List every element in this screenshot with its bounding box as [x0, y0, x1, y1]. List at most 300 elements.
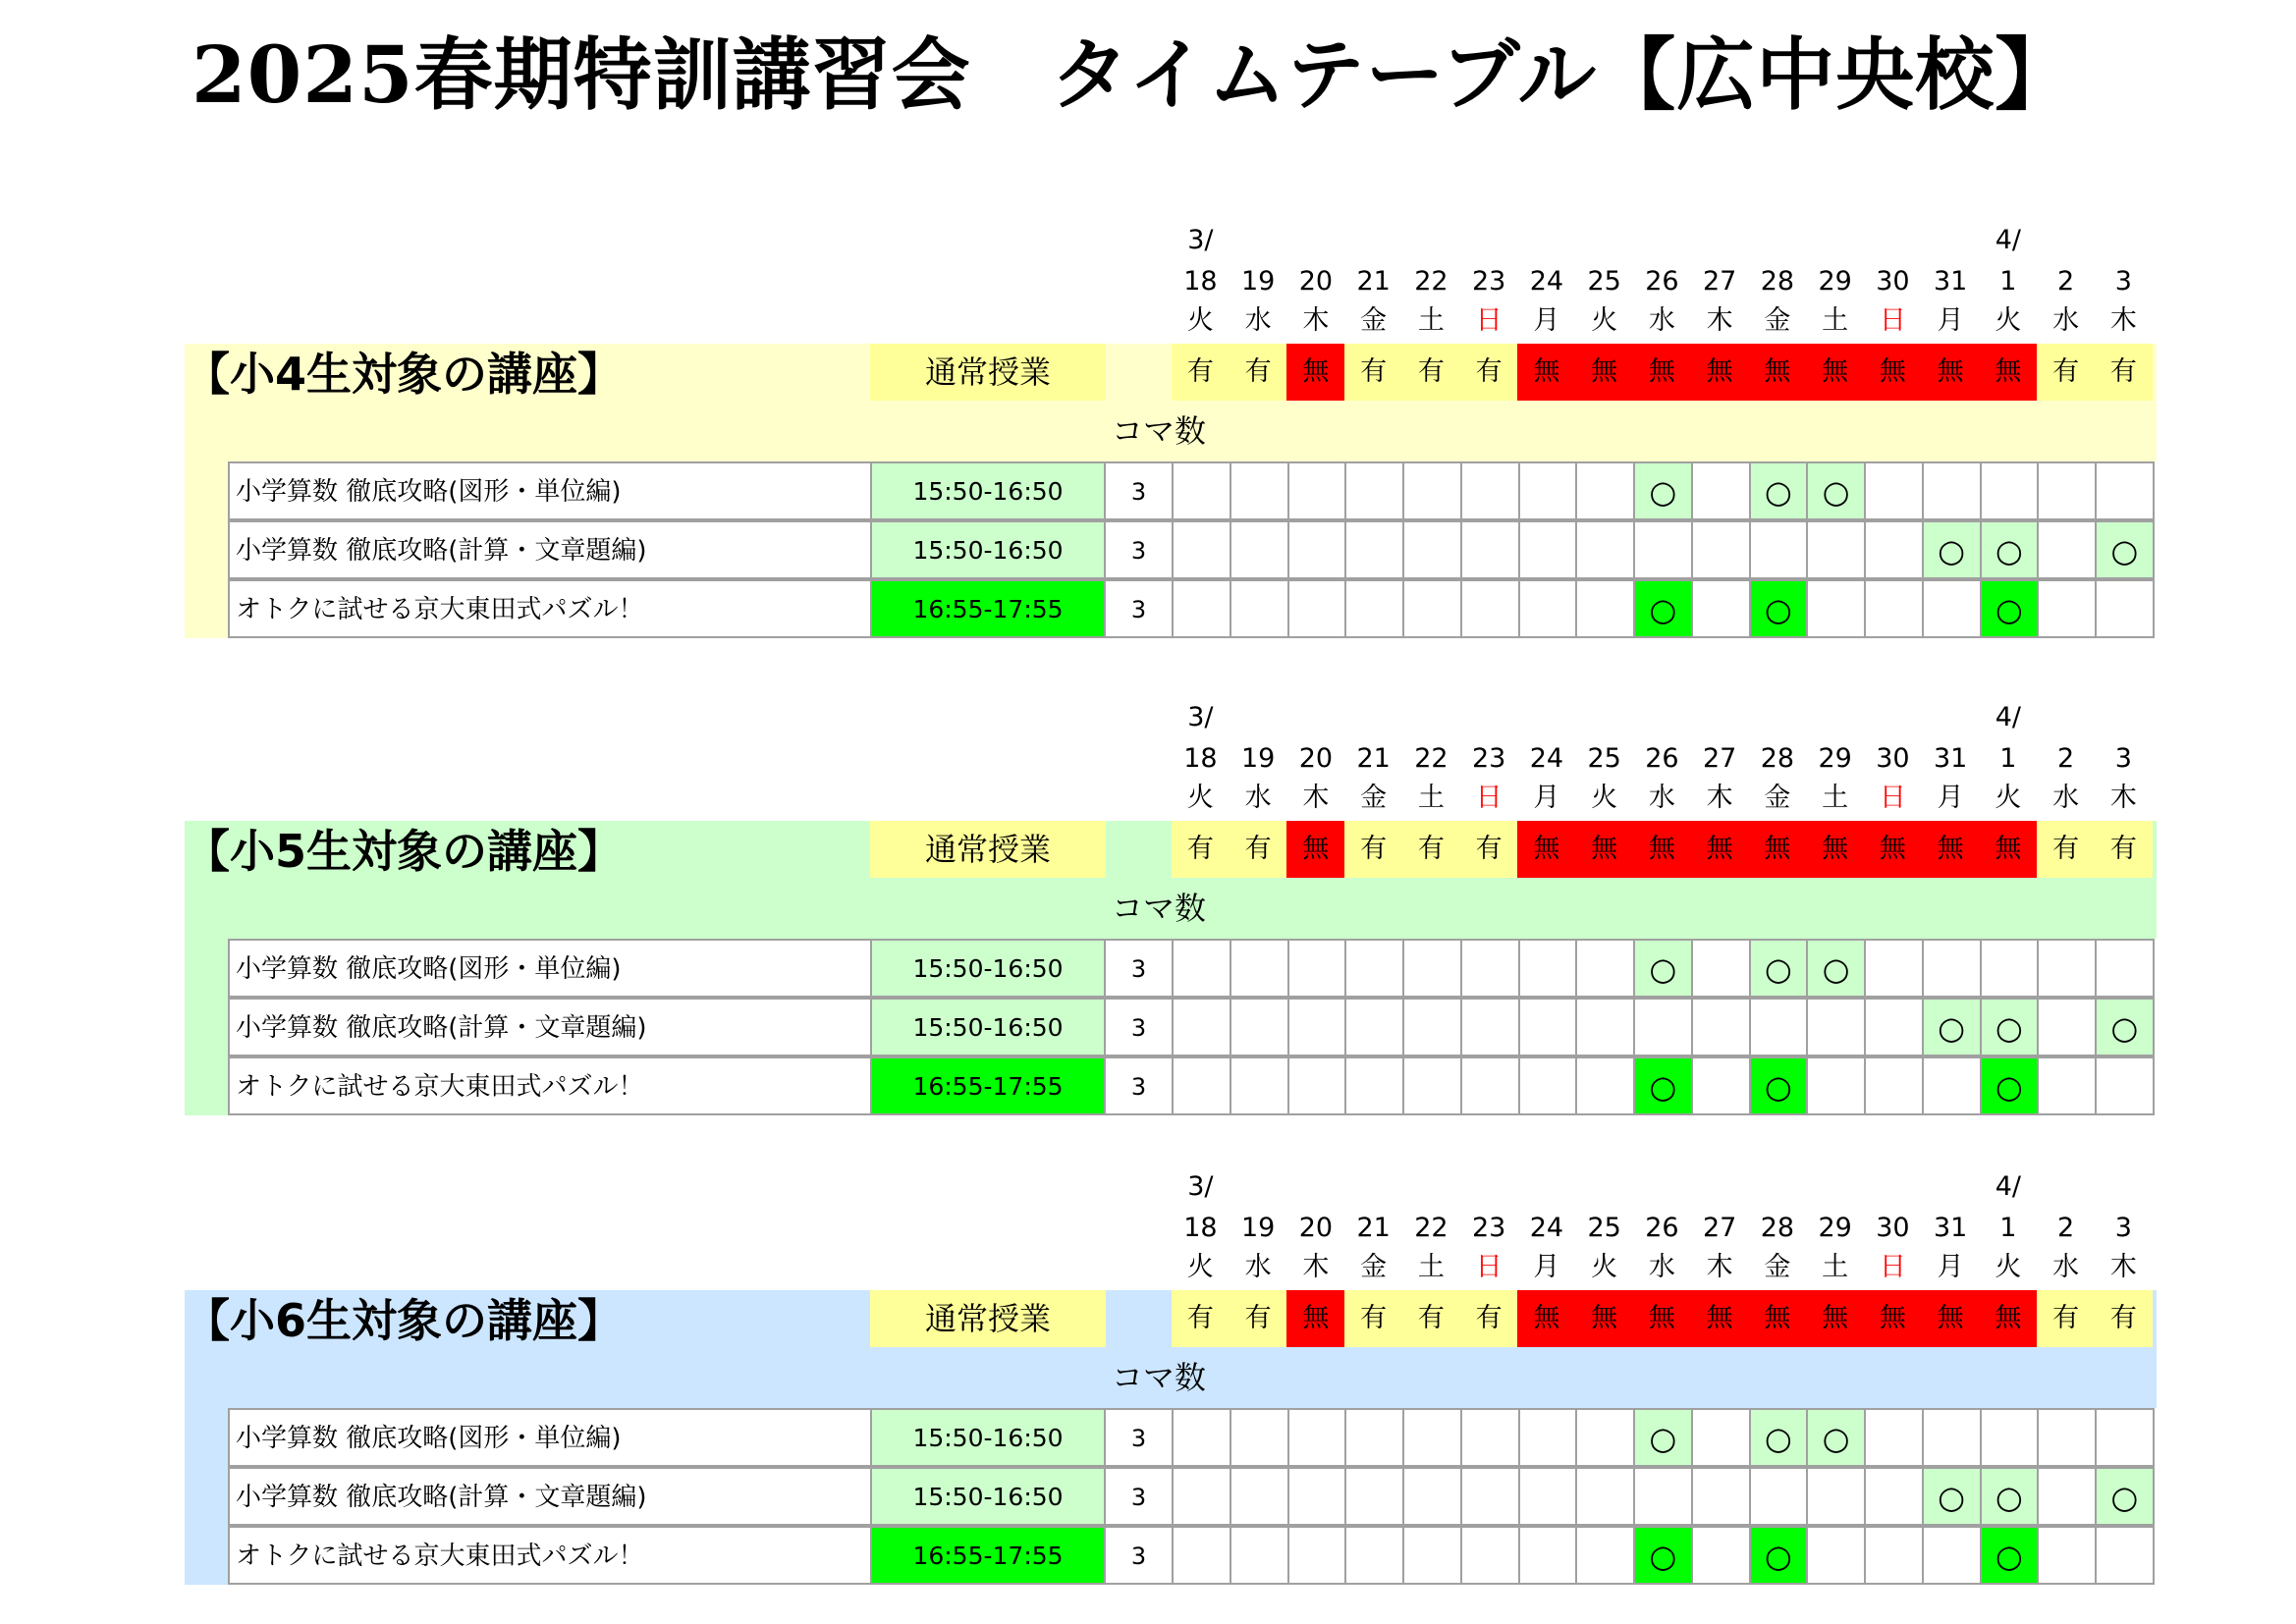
day-number: 19 [1240, 1213, 1276, 1243]
weekday-label: 月 [1937, 305, 1964, 336]
weekday-label: 土 [1417, 305, 1445, 336]
schedule-empty-cell [1633, 520, 1693, 579]
schedule-empty-cell [1575, 1408, 1635, 1467]
weekday-label: 水 [1244, 305, 1272, 336]
day-number: 3 [2114, 1213, 2132, 1243]
page-title: 2025春期特訓講習会 タイムテーブル【広中央校】 [191, 28, 2075, 121]
section-title: 【小6生対象の講座】 [185, 1294, 624, 1347]
schedule-empty-cell [1460, 998, 1520, 1056]
schedule-empty-cell [1864, 1467, 1924, 1526]
has-class-cell: 有 [2095, 821, 2154, 878]
no-class-cell: 無 [1748, 344, 1807, 401]
schedule-mark-cell: ○ [1922, 998, 1982, 1056]
schedule-empty-cell [1806, 1467, 1866, 1526]
schedule-empty-cell [1864, 998, 1924, 1056]
weekday-label: 水 [1244, 783, 1272, 813]
schedule-empty-cell [2095, 1056, 2155, 1115]
course-row [0, 939, 2296, 998]
weekday-label: 日 [1475, 305, 1503, 336]
schedule-empty-cell [1460, 461, 1520, 520]
schedule-empty-cell [1633, 1467, 1693, 1526]
schedule-empty-cell [1864, 939, 1924, 998]
schedule-empty-cell [1806, 1526, 1866, 1585]
has-class-cell: 有 [1344, 344, 1403, 401]
no-class-cell: 無 [1864, 1290, 1923, 1347]
schedule-empty-cell [1518, 1526, 1578, 1585]
schedule-empty-cell [1575, 1056, 1635, 1115]
weekday-label: 土 [1822, 783, 1849, 813]
weekday-label: 土 [1822, 1252, 1849, 1282]
weekday-label: 火 [1186, 305, 1214, 336]
koma-count: 3 [1104, 1056, 1174, 1115]
schedule-empty-cell [1518, 1056, 1578, 1115]
schedule-empty-cell [1691, 939, 1751, 998]
course-time: 15:50-16:50 [870, 520, 1106, 579]
no-class-cell: 無 [1921, 821, 1980, 878]
month-label-march: 3/ [1187, 1171, 1214, 1202]
schedule-mark-cell: ○ [1633, 1056, 1693, 1115]
koma-count: 3 [1104, 939, 1174, 998]
course-name: オトクに試せる京大東田式パズル！ [228, 1526, 872, 1585]
day-number: 25 [1587, 266, 1621, 297]
day-number: 27 [1702, 266, 1737, 297]
schedule-empty-cell [1172, 1408, 1231, 1467]
no-class-cell: 無 [1690, 1290, 1749, 1347]
has-class-cell: 有 [1172, 821, 1230, 878]
day-number: 25 [1587, 1213, 1621, 1243]
koma-count: 3 [1104, 998, 1174, 1056]
weekday-label: 金 [1764, 305, 1791, 336]
schedule-empty-cell [1864, 1056, 1924, 1115]
day-number: 1 [1999, 743, 2017, 774]
koma-count: 3 [1104, 1526, 1174, 1585]
schedule-empty-cell [1172, 998, 1231, 1056]
weekday-label: 木 [1706, 1252, 1733, 1282]
month-label-march: 3/ [1187, 225, 1214, 255]
schedule-empty-cell [1344, 579, 1404, 638]
schedule-empty-cell [1344, 1056, 1404, 1115]
schedule-empty-cell [1402, 520, 1462, 579]
day-number: 3 [2114, 266, 2132, 297]
schedule-empty-cell [1460, 1526, 1520, 1585]
weekday-label: 木 [1302, 783, 1330, 813]
schedule-empty-cell [1864, 1408, 1924, 1467]
schedule-empty-cell [1518, 579, 1578, 638]
schedule-empty-cell [1460, 1056, 1520, 1115]
month-label-april: 4/ [1995, 1171, 2022, 1202]
has-class-cell: 有 [2095, 1290, 2154, 1347]
schedule-mark-cell: ○ [1806, 939, 1866, 998]
no-class-cell: 無 [1806, 1290, 1865, 1347]
has-class-cell: 有 [1459, 1290, 1518, 1347]
course-time: 15:50-16:50 [870, 1467, 1106, 1526]
schedule-empty-cell [1460, 1467, 1520, 1526]
koma-count: 3 [1104, 579, 1174, 638]
schedule-empty-cell [1344, 998, 1404, 1056]
day-number: 19 [1240, 743, 1276, 774]
schedule-empty-cell [1230, 939, 1289, 998]
schedule-empty-cell [1806, 579, 1866, 638]
has-class-cell: 有 [1229, 344, 1287, 401]
weekday-label: 火 [1186, 1252, 1214, 1282]
weekday-label: 火 [1591, 305, 1618, 336]
schedule-empty-cell [1460, 520, 1520, 579]
has-class-cell: 有 [1172, 344, 1230, 401]
schedule-empty-cell [1344, 520, 1404, 579]
schedule-mark-cell: ○ [1749, 1408, 1809, 1467]
course-time: 15:50-16:50 [870, 939, 1106, 998]
no-class-cell: 無 [1286, 821, 1345, 878]
day-number: 2 [2057, 743, 2075, 774]
day-number: 19 [1240, 266, 1276, 297]
course-name: オトクに試せる京大東田式パズル！ [228, 579, 872, 638]
day-number: 21 [1356, 743, 1391, 774]
has-class-cell: 有 [1459, 344, 1518, 401]
weekday-label: 木 [2109, 1252, 2137, 1282]
weekday-label: 土 [1417, 783, 1445, 813]
schedule-empty-cell [2037, 939, 2097, 998]
has-class-cell: 有 [1229, 1290, 1287, 1347]
day-number: 29 [1818, 1213, 1852, 1243]
koma-count: 3 [1104, 520, 1174, 579]
course-section [0, 1167, 2296, 1590]
has-class-cell: 有 [2037, 1290, 2096, 1347]
day-number: 29 [1818, 266, 1852, 297]
weekday-label: 水 [1648, 305, 1675, 336]
schedule-empty-cell [1287, 1408, 1347, 1467]
weekday-label: 金 [1764, 783, 1791, 813]
schedule-empty-cell [1864, 1526, 1924, 1585]
weekday-label: 金 [1764, 1252, 1791, 1282]
section-title: 【小4生対象の講座】 [185, 348, 624, 401]
no-class-cell: 無 [1517, 821, 1576, 878]
no-class-cell: 無 [1286, 1290, 1345, 1347]
schedule-empty-cell [2095, 1408, 2155, 1467]
day-number: 2 [2057, 266, 2075, 297]
schedule-empty-cell [1922, 579, 1982, 638]
has-class-cell: 有 [2037, 344, 2096, 401]
schedule-empty-cell [1230, 998, 1289, 1056]
schedule-mark-cell: ○ [1980, 1526, 2040, 1585]
weekday-label: 水 [1244, 1252, 1272, 1282]
schedule-mark-cell: ○ [1749, 461, 1809, 520]
course-time: 15:50-16:50 [870, 461, 1106, 520]
schedule-empty-cell [2095, 939, 2155, 998]
has-class-cell: 有 [1459, 821, 1518, 878]
schedule-empty-cell [1980, 1408, 2040, 1467]
schedule-empty-cell [1518, 1467, 1578, 1526]
schedule-mark-cell: ○ [1633, 939, 1693, 998]
has-class-cell: 有 [1402, 344, 1461, 401]
schedule-mark-cell: ○ [1749, 579, 1809, 638]
schedule-mark-cell: ○ [2095, 1467, 2155, 1526]
weekday-label: 水 [1648, 783, 1675, 813]
schedule-empty-cell [1749, 1467, 1809, 1526]
koma-count-label: コマ数 [1111, 412, 1206, 450]
schedule-empty-cell [2095, 461, 2155, 520]
schedule-mark-cell: ○ [1633, 579, 1693, 638]
day-number: 18 [1183, 266, 1218, 297]
day-number: 21 [1356, 1213, 1391, 1243]
schedule-empty-cell [1922, 461, 1982, 520]
schedule-empty-cell [2037, 1056, 2097, 1115]
course-row [0, 579, 2296, 638]
course-section [0, 698, 2296, 1120]
weekday-label: 火 [1591, 1252, 1618, 1282]
schedule-empty-cell [1402, 1467, 1462, 1526]
schedule-empty-cell [1460, 1408, 1520, 1467]
weekday-label: 火 [1186, 783, 1214, 813]
course-row [0, 1526, 2296, 1585]
has-class-cell: 有 [1344, 1290, 1403, 1347]
weekday-label: 水 [2052, 783, 2080, 813]
day-number: 22 [1414, 743, 1449, 774]
schedule-empty-cell [2037, 1408, 2097, 1467]
schedule-empty-cell [1575, 1526, 1635, 1585]
schedule-empty-cell [1691, 998, 1751, 1056]
weekday-label: 月 [1533, 305, 1560, 336]
day-number: 30 [1876, 266, 1910, 297]
schedule-empty-cell [1518, 520, 1578, 579]
schedule-empty-cell [1749, 998, 1809, 1056]
weekday-label: 日 [1879, 783, 1906, 813]
weekday-label: 木 [2109, 783, 2137, 813]
day-number: 20 [1298, 743, 1334, 774]
regular-class-label: 通常授業 [870, 1290, 1106, 1347]
schedule-empty-cell [1864, 579, 1924, 638]
day-number: 2 [2057, 1213, 2075, 1243]
weekday-label: 日 [1475, 783, 1503, 813]
day-number: 27 [1702, 743, 1737, 774]
schedule-empty-cell [1287, 579, 1347, 638]
no-class-cell: 無 [1575, 821, 1634, 878]
course-name: 小学算数 徹底攻略(図形・単位編) [228, 1408, 872, 1467]
weekday-label: 水 [1648, 1252, 1675, 1282]
schedule-empty-cell [2037, 1467, 2097, 1526]
day-number: 26 [1645, 1213, 1679, 1243]
weekday-label: 金 [1360, 1252, 1388, 1282]
schedule-empty-cell [1172, 579, 1231, 638]
schedule-empty-cell [1691, 1408, 1751, 1467]
weekday-label: 月 [1937, 783, 1964, 813]
course-time: 16:55-17:55 [870, 1056, 1106, 1115]
schedule-empty-cell [1806, 520, 1866, 579]
schedule-empty-cell [1575, 520, 1635, 579]
day-number: 25 [1587, 743, 1621, 774]
regular-class-label: 通常授業 [870, 821, 1106, 878]
no-class-cell: 無 [1979, 1290, 2038, 1347]
schedule-empty-cell [2037, 520, 2097, 579]
schedule-empty-cell [1402, 1056, 1462, 1115]
schedule-mark-cell: ○ [1980, 520, 2040, 579]
schedule-empty-cell [1691, 579, 1751, 638]
day-number: 26 [1645, 743, 1679, 774]
day-number: 20 [1298, 1213, 1334, 1243]
day-number: 20 [1298, 266, 1334, 297]
course-time: 15:50-16:50 [870, 998, 1106, 1056]
schedule-empty-cell [1575, 939, 1635, 998]
course-time: 16:55-17:55 [870, 1526, 1106, 1585]
course-name: 小学算数 徹底攻略(図形・単位編) [228, 939, 872, 998]
schedule-empty-cell [1344, 1526, 1404, 1585]
schedule-mark-cell: ○ [1749, 939, 1809, 998]
schedule-empty-cell [1344, 461, 1404, 520]
day-number: 22 [1414, 266, 1449, 297]
day-number: 27 [1702, 1213, 1737, 1243]
no-class-cell: 無 [1748, 821, 1807, 878]
schedule-empty-cell [1691, 1467, 1751, 1526]
day-number: 18 [1183, 1213, 1218, 1243]
schedule-empty-cell [1230, 1526, 1289, 1585]
schedule-empty-cell [1691, 1056, 1751, 1115]
schedule-empty-cell [1575, 461, 1635, 520]
no-class-cell: 無 [1921, 1290, 1980, 1347]
weekday-label: 水 [2052, 305, 2080, 336]
course-row [0, 1408, 2296, 1467]
has-class-cell: 有 [1229, 821, 1287, 878]
day-number: 31 [1933, 1213, 1968, 1243]
no-class-cell: 無 [1575, 1290, 1634, 1347]
course-section [0, 221, 2296, 643]
schedule-empty-cell [1402, 998, 1462, 1056]
has-class-cell: 有 [1402, 1290, 1461, 1347]
schedule-empty-cell [1460, 939, 1520, 998]
weekday-label: 月 [1533, 783, 1560, 813]
schedule-empty-cell [1287, 1056, 1347, 1115]
schedule-empty-cell [1980, 939, 2040, 998]
no-class-cell: 無 [1864, 821, 1923, 878]
has-class-cell: 有 [1172, 1290, 1230, 1347]
weekday-label: 火 [1995, 305, 2022, 336]
koma-count: 3 [1104, 1408, 1174, 1467]
schedule-empty-cell [1922, 1056, 1982, 1115]
weekday-label: 水 [2052, 1252, 2080, 1282]
schedule-empty-cell [2037, 579, 2097, 638]
weekday-label: 月 [1937, 1252, 1964, 1282]
schedule-mark-cell: ○ [1633, 1408, 1693, 1467]
day-number: 23 [1471, 1213, 1506, 1243]
weekday-label: 木 [1302, 305, 1330, 336]
schedule-empty-cell [1172, 1056, 1231, 1115]
schedule-empty-cell [1172, 939, 1231, 998]
schedule-empty-cell [1287, 1467, 1347, 1526]
schedule-empty-cell [1287, 939, 1347, 998]
day-number: 30 [1876, 743, 1910, 774]
schedule-empty-cell [1230, 461, 1289, 520]
no-class-cell: 無 [1575, 344, 1634, 401]
regular-class-label: 通常授業 [870, 344, 1106, 401]
no-class-cell: 無 [1979, 821, 2038, 878]
day-number: 24 [1529, 743, 1564, 774]
schedule-empty-cell [1230, 1467, 1289, 1526]
schedule-empty-cell [1633, 998, 1693, 1056]
schedule-empty-cell [1922, 1408, 1982, 1467]
has-class-cell: 有 [1402, 821, 1461, 878]
koma-count: 3 [1104, 461, 1174, 520]
day-number: 21 [1356, 266, 1391, 297]
weekday-label: 日 [1879, 305, 1906, 336]
course-name: 小学算数 徹底攻略(計算・文章題編) [228, 998, 872, 1056]
koma-count-label: コマ数 [1111, 1359, 1206, 1396]
schedule-empty-cell [1344, 1408, 1404, 1467]
has-class-cell: 有 [1344, 821, 1403, 878]
schedule-empty-cell [1864, 461, 1924, 520]
no-class-cell: 無 [1806, 821, 1865, 878]
koma-count: 3 [1104, 1467, 1174, 1526]
no-class-cell: 無 [1286, 344, 1345, 401]
month-label-april: 4/ [1995, 702, 2022, 732]
weekday-label: 火 [1995, 1252, 2022, 1282]
schedule-mark-cell: ○ [1749, 1056, 1809, 1115]
schedule-empty-cell [1575, 998, 1635, 1056]
schedule-empty-cell [1172, 461, 1231, 520]
day-number: 23 [1471, 743, 1506, 774]
no-class-cell: 無 [1517, 1290, 1576, 1347]
has-class-cell: 有 [2095, 344, 2154, 401]
weekday-label: 土 [1822, 305, 1849, 336]
day-number: 28 [1760, 266, 1795, 297]
schedule-empty-cell [2037, 998, 2097, 1056]
schedule-empty-cell [1749, 520, 1809, 579]
schedule-empty-cell [1230, 520, 1289, 579]
schedule-empty-cell [1691, 520, 1751, 579]
weekday-label: 金 [1360, 305, 1388, 336]
schedule-empty-cell [1344, 1467, 1404, 1526]
weekday-label: 日 [1475, 1252, 1503, 1282]
schedule-empty-cell [1806, 1056, 1866, 1115]
course-time: 15:50-16:50 [870, 1408, 1106, 1467]
schedule-empty-cell [1922, 1526, 1982, 1585]
weekday-label: 月 [1533, 1252, 1560, 1282]
day-number: 1 [1999, 266, 2017, 297]
schedule-empty-cell [1172, 1526, 1231, 1585]
schedule-mark-cell: ○ [1806, 1408, 1866, 1467]
schedule-empty-cell [1402, 1408, 1462, 1467]
schedule-mark-cell: ○ [1633, 461, 1693, 520]
day-number: 31 [1933, 743, 1968, 774]
weekday-label: 木 [1706, 305, 1733, 336]
schedule-empty-cell [1402, 939, 1462, 998]
section-title: 【小5生対象の講座】 [185, 825, 624, 878]
schedule-empty-cell [1518, 998, 1578, 1056]
day-number: 24 [1529, 1213, 1564, 1243]
course-row [0, 1467, 2296, 1526]
schedule-empty-cell [1344, 939, 1404, 998]
day-number: 31 [1933, 266, 1968, 297]
no-class-cell: 無 [1633, 821, 1692, 878]
schedule-empty-cell [1172, 1467, 1231, 1526]
schedule-empty-cell [1230, 1056, 1289, 1115]
day-number: 28 [1760, 1213, 1795, 1243]
weekday-label: 木 [1706, 783, 1733, 813]
schedule-mark-cell: ○ [1980, 1467, 2040, 1526]
schedule-empty-cell [1287, 461, 1347, 520]
schedule-empty-cell [2095, 1526, 2155, 1585]
course-name: 小学算数 徹底攻略(計算・文章題編) [228, 520, 872, 579]
no-class-cell: 無 [1979, 344, 2038, 401]
no-class-cell: 無 [1690, 821, 1749, 878]
schedule-mark-cell: ○ [2095, 998, 2155, 1056]
schedule-empty-cell [1172, 520, 1231, 579]
course-row [0, 1056, 2296, 1115]
schedule-empty-cell [1806, 998, 1866, 1056]
schedule-empty-cell [1402, 461, 1462, 520]
schedule-empty-cell [1922, 939, 1982, 998]
schedule-mark-cell: ○ [1633, 1526, 1693, 1585]
day-number: 26 [1645, 266, 1679, 297]
schedule-empty-cell [1287, 998, 1347, 1056]
course-row [0, 461, 2296, 520]
